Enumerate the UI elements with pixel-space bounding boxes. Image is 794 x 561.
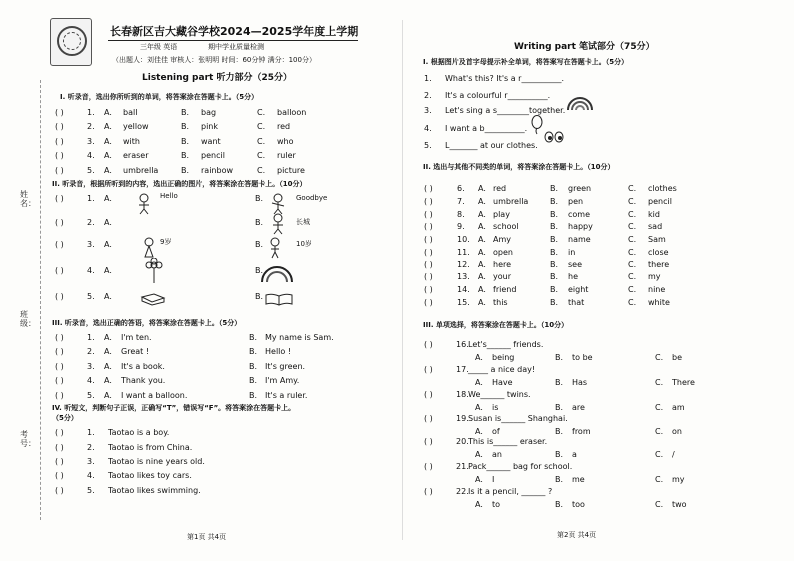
fill-sentence: It's a colourful r__________. [445,91,551,100]
option-c-letter: C. [655,427,664,436]
item-number: 4. [87,471,95,480]
option-b-text: It's a ruler. [265,391,308,400]
school-title: 长春新区吉大藏谷学校2024—2025学年度上学期 [110,25,359,38]
answer-blank: ( ) [55,428,64,437]
option-a-letter: A. [104,362,112,371]
answer-blank: ( ) [55,443,64,452]
option-b-letter: B. [555,500,564,509]
option-b-text: My name is Sam. [265,333,334,342]
item-number: 11. [457,248,470,257]
option-c-letter: C. [628,210,637,219]
option-a-word: umbrella [123,166,159,175]
item-number: 2. [424,91,432,100]
item-number: 3. [87,240,95,249]
option-a-letter: A. [104,218,112,227]
option-b-letter: B. [249,391,258,400]
option-b-word: in [568,248,576,257]
option-a-letter: A. [104,194,112,203]
item-number: 1. [87,108,95,117]
statement-text: Taotao is nine years old. [108,457,205,466]
option-b-letter: B. [550,285,559,294]
option-c-letter: C. [257,151,266,160]
answer-blank: ( ) [424,437,433,446]
item-number: 4. [87,151,95,160]
item-number: 2. [87,443,95,452]
option-c-letter: C. [257,122,266,131]
page-footer-left: 第1页 共4页 [187,533,227,541]
answer-blank: ( ) [424,197,433,206]
option-a-letter: A. [104,240,112,249]
answer-blank: ( ) [424,390,433,399]
answer-blank: ( ) [55,166,64,175]
option-a-word: play [493,210,510,219]
item-number: 17. [456,365,469,374]
option-b-word: want [201,137,221,146]
option-b-text: I'm Amy. [265,376,300,385]
writing-title: Writing part 笔试部分（75分） [514,42,655,52]
option-b-letter: B. [550,235,559,244]
option-b-word: from [572,427,591,436]
option-a-letter: A. [478,210,486,219]
option-b-word: Has [572,378,588,387]
option-b-word: rainbow [201,166,233,175]
answer-blank: ( ) [424,340,433,349]
option-b-word: happy [568,222,593,231]
option-c-letter: C. [628,272,637,281]
option-b-word: too [572,500,585,509]
option-b-letter: B. [550,298,559,307]
option-a-letter: A. [104,108,112,117]
page-divider [402,20,403,540]
option-c-word: my [648,272,661,281]
option-c-letter: C. [655,450,664,459]
item-number: 4. [87,376,95,385]
option-b-word: a [572,450,577,459]
option-b-letter: B. [550,260,559,269]
option-a-text: It's a book. [121,362,165,371]
option-b-letter: B. [555,427,564,436]
option-c-word: close [648,248,669,257]
item-number: 20. [456,437,469,446]
item-number: 18. [456,390,469,399]
option-c-word: sad [648,222,663,231]
title-rule [108,40,358,41]
item-number: 6. [457,184,465,193]
item-number: 15. [457,298,470,307]
option-b-word: green [568,184,592,193]
option-c-letter: C. [628,184,637,193]
answer-blank: ( ) [424,184,433,193]
item-number: 2. [87,347,95,356]
boy-age-icon [268,237,282,259]
item-number: 5. [87,391,95,400]
item-number: 5. [424,141,432,150]
option-b-letter: B. [555,475,564,484]
answer-blank: ( ) [55,391,64,400]
option-c-letter: C. [655,475,664,484]
answer-blank: ( ) [55,240,64,249]
option-c-word: There [672,378,695,387]
statement-text: Taotao likes toy cars. [108,471,192,480]
option-c-letter: C. [257,137,266,146]
question-stem: We______ twins. [468,390,531,399]
option-b-letter: B. [550,222,559,231]
item-number: 1. [87,428,95,437]
question-stem: Pack______ bag for school. [468,462,573,471]
balloon-icon [530,115,544,135]
statement-text: Taotao is a boy. [108,428,170,437]
option-a-letter: A. [478,197,486,206]
option-b-letter: B. [550,184,559,193]
option-b-letter: B. [255,266,264,275]
option-b-letter: B. [181,122,190,131]
option-b-text: It's green. [265,362,306,371]
option-c-letter: C. [655,378,664,387]
eyes-icon [544,131,564,143]
option-b-letter: B. [550,210,559,219]
answer-blank: ( ) [55,137,64,146]
answer-blank: ( ) [55,347,64,356]
option-b-letter: B. [255,240,264,249]
option-b-letter: B. [181,151,190,160]
option-a-letter: A. [478,235,486,244]
school-seal-icon [50,18,92,66]
option-a-letter: A. [475,450,483,459]
option-b-letter: B. [555,450,564,459]
option-a-letter: A. [475,353,483,362]
option-a-word: with [123,137,140,146]
answer-blank: ( ) [424,462,433,471]
answer-blank: ( ) [424,210,433,219]
option-b-text: Hello ! [265,347,292,356]
option-a-word: ball [123,108,138,117]
answer-blank: ( ) [55,151,64,160]
option-c-word: ruler [277,151,296,160]
option-b-letter: B. [550,197,559,206]
boy-waving-icon [268,193,288,215]
option-a-letter: A. [104,137,112,146]
answer-blank: ( ) [55,108,64,117]
option-c-word: on [672,427,682,436]
option-c-letter: C. [655,403,664,412]
answer-blank: ( ) [55,122,64,131]
picture-note-b: 长城 [296,218,310,226]
option-a-letter: A. [478,248,486,257]
q1-title: I. 听录音，选出你所听到的单词，将答案涂在答题卡上。（5分） [60,93,259,101]
option-c-letter: C. [628,285,637,294]
seat-label: 考号： [20,430,36,448]
option-a-letter: A. [104,122,112,131]
item-number: 3. [87,137,95,146]
option-b-letter: B. [181,108,190,117]
option-c-word: be [672,353,682,362]
option-b-letter: B. [255,194,264,203]
answer-blank: ( ) [55,218,64,227]
option-b-word: are [572,403,585,412]
item-number: 12. [457,260,470,269]
binding-line [40,80,41,520]
option-a-letter: A. [104,266,112,275]
option-b-word: that [568,298,585,307]
answer-blank: ( ) [55,292,64,301]
exam-name: 期中学业质量检测 [208,43,264,51]
option-a-word: this [493,298,508,307]
option-b-letter: B. [249,376,258,385]
option-a-letter: A. [104,376,112,385]
option-c-letter: C. [628,298,637,307]
item-number: 2. [87,218,95,227]
question-stem: This is______ eraser. [468,437,548,446]
question-stem: _____ a nice day! [468,365,536,374]
page-footer-right: 第2页 共4页 [557,531,597,539]
option-a-word: yellow [123,122,149,131]
answer-blank: ( ) [424,260,433,269]
option-c-letter: C. [628,248,637,257]
item-number: 1. [87,333,95,342]
option-b-letter: B. [249,362,258,371]
option-b-word: me [572,475,585,484]
option-b-word: he [568,272,578,281]
option-c-letter: C. [628,197,637,206]
option-c-letter: C. [655,500,664,509]
rainbow-picture-icon [259,262,295,284]
question-stem: Susan is______ Shanghai. [468,414,568,423]
picture-note-a: 9岁 [160,238,172,246]
option-a-letter: A. [475,500,483,509]
option-a-word: open [493,248,513,257]
option-c-word: who [277,137,294,146]
answer-blank: ( ) [55,266,64,275]
answer-blank: ( ) [424,235,433,244]
option-a-letter: A. [478,222,486,231]
option-c-word: my [672,475,685,484]
question-stem: Let's______ friends. [468,340,544,349]
option-c-word: Sam [648,235,666,244]
answer-blank: ( ) [424,365,433,374]
option-a-word: umbrella [493,197,529,206]
option-a-letter: A. [475,427,483,436]
option-b-word: pen [568,197,584,206]
option-a-letter: A. [104,292,112,301]
option-b-word: to be [572,353,593,362]
option-a-letter: A. [478,298,486,307]
option-a-word: Amy [493,235,511,244]
option-b-letter: B. [555,403,564,412]
option-c-word: pencil [648,197,672,206]
option-b-word: pencil [201,151,225,160]
answer-blank: ( ) [55,471,64,480]
q2-title: II. 听录音，根据所听到的内容，选出正确的图片，将答案涂在答题卡上。（10分） [52,180,307,188]
option-a-word: I [492,475,495,484]
q4-score: （5分） [52,414,78,422]
option-a-word: being [492,353,515,362]
option-b-word: pink [201,122,219,131]
option-c-word: picture [277,166,305,175]
answer-blank: ( ) [424,414,433,423]
option-b-letter: B. [255,218,264,227]
option-b-word: see [568,260,583,269]
item-number: 5. [87,292,95,301]
answer-blank: ( ) [55,376,64,385]
option-c-letter: C. [628,222,637,231]
option-b-letter: B. [550,248,559,257]
option-a-letter: A. [104,391,112,400]
item-number: 10. [457,235,470,244]
item-number: 4. [87,266,95,275]
option-a-letter: A. [478,260,486,269]
option-c-word: white [648,298,670,307]
name-label: 姓名： [20,190,36,208]
flower-icon [143,258,165,284]
item-number: 7. [457,197,465,206]
option-a-word: your [493,272,511,281]
answer-blank: ( ) [424,298,433,307]
item-number: 2. [87,122,95,131]
answer-blank: ( ) [55,333,64,342]
option-b-word: come [568,210,591,219]
statement-text: Taotao likes swimming. [108,486,201,495]
option-a-text: Great ! [121,347,150,356]
option-b-word: eight [568,285,589,294]
picture-note-b: Goodbye [296,194,328,202]
great-wall-kid-icon [268,213,288,235]
option-c-word: two [672,500,687,509]
listening-title: Listening part 听力部分（25分） [142,73,292,83]
option-c-letter: C. [257,166,266,175]
class-label: 班级： [20,310,36,328]
item-number: 21. [456,462,469,471]
option-c-word: clothes [648,184,677,193]
option-c-letter: C. [628,235,637,244]
q3-title: III. 听录音，选出正确的答语，将答案涂在答题卡上。（5分） [52,319,242,327]
item-number: 3. [87,362,95,371]
option-a-word: to [492,500,501,509]
option-c-word: balloon [277,108,307,117]
item-number: 19. [456,414,469,423]
answer-blank: ( ) [55,362,64,371]
item-number: 8. [457,210,465,219]
option-a-word: of [492,427,500,436]
option-a-word: Have [492,378,513,387]
rainbow-icon [565,84,595,114]
book-icon [140,292,166,306]
option-a-letter: A. [475,403,483,412]
option-a-text: I'm ten. [121,333,152,342]
writing-q2-title: II. 选出与其他不同类的单词，将答案涂在答题卡上。（10分） [423,163,615,171]
option-a-letter: A. [104,333,112,342]
option-c-word: kid [648,210,660,219]
option-a-letter: A. [475,475,483,484]
q4-title: IV. 听短文，判断句子正误，正确写“T”，错误写“F”。将答案涂在答题卡上。 [52,404,296,412]
item-number: 4. [424,124,432,133]
girl-waving-icon [135,193,153,215]
option-a-letter: A. [104,347,112,356]
item-number: 1. [87,194,95,203]
answer-blank: ( ) [424,272,433,281]
option-c-word: am [672,403,685,412]
answer-blank: ( ) [424,285,433,294]
answer-blank: ( ) [55,457,64,466]
option-b-letter: B. [181,166,190,175]
option-c-letter: C. [655,353,664,362]
item-number: 5. [87,486,95,495]
option-b-letter: B. [255,292,264,301]
option-b-word: name [568,235,591,244]
option-a-letter: A. [478,272,486,281]
grade-subject: 三年级 英语 [140,43,178,51]
option-b-letter: B. [249,347,258,356]
option-a-letter: A. [104,151,112,160]
item-number: 5. [87,166,95,175]
exam-meta: （出题人：刘佳佳 审核人：张明明 时间：60分钟 满分：100分） [112,56,316,64]
option-a-letter: A. [475,378,483,387]
fill-sentence: What's this? It's a r__________. [445,74,564,83]
option-a-letter: A. [478,285,486,294]
item-number: 3. [424,106,432,115]
option-b-word: bag [201,108,217,117]
option-c-word: there [648,260,670,269]
option-a-word: an [492,450,502,459]
answer-blank: ( ) [424,222,433,231]
item-number: 16. [456,340,469,349]
statement-text: Taotao is from China. [108,443,193,452]
option-c-word: / [672,450,675,459]
option-a-word: red [493,184,507,193]
option-a-letter: A. [478,184,486,193]
option-c-word: red [277,122,291,131]
option-b-letter: B. [555,378,564,387]
option-a-letter: A. [104,166,112,175]
option-a-word: friend [493,285,517,294]
option-b-letter: B. [555,353,564,362]
option-b-letter: B. [550,272,559,281]
option-a-word: eraser [123,151,149,160]
item-number: 1. [424,74,432,83]
item-number: 13. [457,272,470,281]
question-stem: Is it a pencil, ______ ? [468,487,553,496]
item-number: 9. [457,222,465,231]
item-number: 22. [456,487,469,496]
fill-sentence: L_______ at our clothes. [445,141,538,150]
option-a-text: Thank you. [121,376,166,385]
writing-q3-title: III. 单项选择，将答案涂在答题卡上。（10分） [423,321,569,329]
answer-blank: ( ) [55,194,64,203]
option-a-text: I want a balloon. [121,391,188,400]
option-a-word: here [493,260,512,269]
answer-blank: ( ) [55,486,64,495]
option-a-word: is [492,403,499,412]
option-a-word: school [493,222,519,231]
answer-blank: ( ) [424,248,433,257]
item-number: 14. [457,285,470,294]
option-b-letter: B. [249,333,258,342]
fill-sentence: I want a b__________. [445,124,528,133]
option-c-letter: C. [257,108,266,117]
option-b-letter: B. [181,137,190,146]
open-book-icon [264,292,294,306]
picture-note-b: 10岁 [296,240,312,248]
picture-note-a: Hello [160,192,178,200]
girl-age-icon [142,237,156,259]
option-c-word: nine [648,285,666,294]
option-c-letter: C. [628,260,637,269]
fill-sentence: Let's sing a s________together. [445,106,566,115]
answer-blank: ( ) [424,487,433,496]
item-number: 3. [87,457,95,466]
writing-q1-title: I. 根据图片及首字母提示补全单词，将答案写在答题卡上。（5分） [423,58,629,66]
